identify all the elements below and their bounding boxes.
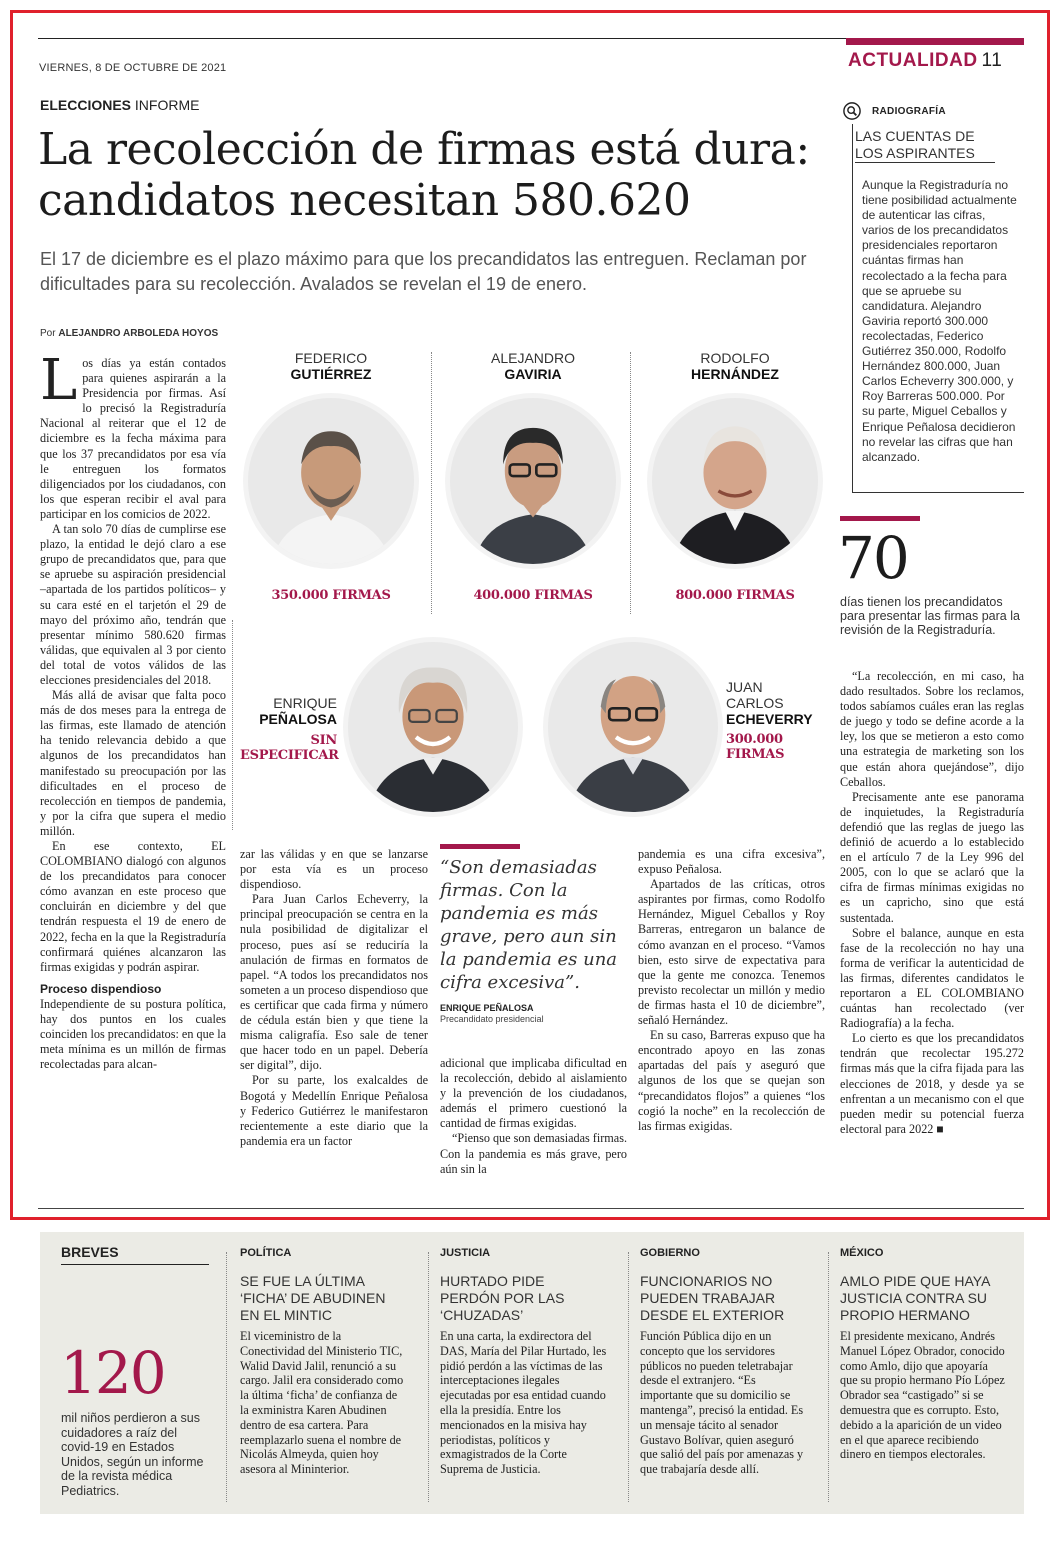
- firmas-count-echeverry: 300.000 FIRMAS: [726, 732, 785, 762]
- stat-number: 70: [838, 524, 908, 592]
- section-header: [848, 50, 1002, 72]
- article-column-5: [840, 669, 1024, 1137]
- paragraph: Independiente de su postura política, hay dos puntos en los cuales coinciden los precandidatos: en que la meta mínima es un millón de firmas recolectadas para alcan-: [40, 996, 226, 1072]
- paragraph: Sobre el balance, aunque en esta fase de la recolección no hay una forma de verificar la autenticidad de las firmas, diferentes candidatos le reportaron a EL COLOMBIANO cuántas han recolectado (ver Radiografía) a la fecha.: [840, 925, 1024, 1031]
- column-divider: [232, 620, 233, 830]
- candidate-name-penalosa: ENRIQUE PEÑALOSA: [259, 695, 337, 727]
- candidate-photo-hernandez: [652, 398, 818, 564]
- article-column-4: [638, 847, 825, 1134]
- radiografia-subtitle-rule: [855, 162, 995, 163]
- portrait-icon: [348, 642, 518, 812]
- breve-title: AMLO PIDE QUE HAYA JUSTICIA CONTRA SU PROPIO HERMANO: [840, 1273, 990, 1323]
- paragraph-lead: Los días ya están contados para quienes aspirarán a la Presidencia por firmas. Así lo precisó la Registraduría Nacional al reiterar que el 12 de diciembre es la fecha máxima para que los 37 precandidatos por esa vía le entreguen los formatos diligenciados por los ciudadanos, con los que esperan recibir el aval para participar en los comicios de 2022.: [40, 348, 226, 521]
- paragraph: adicional que implicaba dificultad en la recolección, debido al aislamiento y la prevención de los ciudadanos, además el primero cuestionó la cantidad de firmas exigidas.: [440, 1056, 627, 1131]
- article-headline: La recolección de firmas está dura: candidatos necesitan 580.620: [38, 124, 810, 226]
- pull-quote: “Son demasiadas firmas. Con la pandemia es más grave, pero aun sin la pandemia es una cifra excesiva”.: [440, 857, 618, 993]
- radiografia-text: Aunque la Registraduría no tiene posibilidad actualmente de autenticar las cifras, varios de los precandidatos presidenciales reportaron cuántas firmas han recolectado a la fecha para que se apruebe su candidatura. Alejandro Gaviria reportó 300.000 recolectadas, Federico Gutiérrez 350.000, Rodolfo Hernández 800.000, Juan Carlos Echeverry 300.000, y Roy Barreras 500.000. Por su parte, Miguel Ceballos y Enrique Peñalosa decidieron no revelar las cifras que han alcanzado.: [862, 178, 1017, 464]
- firmas-count-gutierrez: 350.000 FIRMAS: [271, 588, 391, 603]
- drop-cap: L: [40, 348, 78, 413]
- firmas-count-penalosa: SIN ESPECIFICAR: [240, 733, 339, 763]
- article-deck: El 17 de diciembre es el plazo máximo para que los precandidatos las entreguen. Reclaman por dificultades para su recolección. Avalados se revelan el 19 de enero.: [40, 249, 807, 294]
- breve-text: Función Pública dijo en un concepto que los servidores públicos no pueden teletrabajar desde el extranjero. “Es importante que su domicilio se mantenga”, precisó la entidad. Es un mensaje tácito al senador Gustavo Bolívar, quien aseguró que salió del país por amenazas y que trabajaría desde allí.: [640, 1329, 804, 1477]
- article-column-3: [440, 1056, 627, 1177]
- breve-category: GOBIERNO: [640, 1247, 700, 1259]
- breve-category: JUSTICIA: [440, 1247, 491, 1259]
- radiografia-label: RADIOGRAFÍA: [872, 106, 946, 117]
- candidate-photo-echeverry: [548, 642, 718, 812]
- kicker-rest: INFORME: [134, 97, 200, 113]
- byline: [40, 328, 218, 339]
- portrait-icon: [450, 398, 616, 564]
- portrait-icon: [652, 398, 818, 564]
- paragraph: A tan solo 70 días de cumplirse ese plazo, la entidad le dejó claro a ese grupo de precandidatos que, para que se apruebe su aspiración presidencial –apartada de los partidos políticos– y su cara esté en el tarjetón el 29 de mayo del próximo año, tendrán que presentar mínimo 580.620 firmas válidas, que equivalen al 3 por ciento del total de votos válidos de las elecciones presidenciales del 2018.: [40, 522, 226, 687]
- byline-prefix: Por: [40, 328, 56, 339]
- candidate-photo-gutierrez: [248, 398, 414, 564]
- subhead: Proceso dispendioso: [40, 981, 162, 996]
- breves-divider: [428, 1252, 429, 1502]
- article-column-2: [240, 847, 428, 1149]
- issue-date: VIERNES, 8 DE OCTUBRE DE 2021: [39, 62, 227, 74]
- breve-title: SE FUE LA ÚLTIMA ‘FICHA’ DE ABUDINEN EN EL MINTIC: [240, 1273, 386, 1323]
- quote-role: Precandidato presidencial: [440, 1014, 544, 1024]
- stat-text: días tienen los precandidatos para presentar las firmas para la revisión de la Registraduría.: [840, 595, 1020, 637]
- paragraph: Más allá de avisar que falta poco más de dos meses para la entrega de las firmas, este llamado de atención ha tenido relevancia debido a que algunos de los precandidatos han manifestado su preocupación por las dificultades en el proceso de recolección en tiempos de pandemia, y por la cifra que supera el medio millón.: [40, 688, 226, 838]
- candidate-name-gutierrez: FEDERICO GUTIÉRREZ: [290, 350, 372, 382]
- breve-text: El presidente mexicano, Andrés Manuel López Obrador, conocido como Amlo, dijo que apoyaría que su propio hermano Pío López Obrador sea “castigado” si se demuestra que es corrupto. Esto, debido a la aparición de un video en el que aparece recibiendo dinero en tiempos electorales.: [840, 1329, 1005, 1462]
- byline-author: ALEJANDRO ARBOLEDA HOYOS: [58, 328, 219, 339]
- breve-title: FUNCIONARIOS NO PUEDEN TRABAJAR DESDE EL EXTERIOR: [640, 1273, 785, 1323]
- candidate-photo-gaviria: [450, 398, 616, 564]
- kicker-bold: ELECCIONES: [40, 97, 132, 113]
- bottom-rule: [38, 1208, 1024, 1209]
- candidate-name-gaviria: ALEJANDRO GAVIRIA: [490, 350, 576, 382]
- breves-title-rule: [61, 1264, 209, 1265]
- paragraph: Apartados de las críticas, otros aspirantes por firmas, como Rodolfo Hernández, Miguel Ceballos y Roy Barreras, entregaron un balance de cómo avanzan en el proceso. “Vamos bien, esto sirve de expectativa para que la gente me conozca. Tenemos previsto recolectar un millón y medio de firmas hasta el 10 de diciembre”, señaló Hernández.: [638, 877, 825, 1028]
- breves-divider: [226, 1252, 227, 1502]
- breves-divider: [628, 1252, 629, 1502]
- breve-title: HURTADO PIDE PERDÓN POR LAS ‘CHUZADAS’: [440, 1273, 565, 1323]
- paragraph: En su caso, Barreras expuso que ha encontrado apoyo en las zonas apartadas del país y aseguró que algunos de los que se quejan son “precandidatos flojos” a quienes “los cogió la noche” en la recolección de las firmas exigidas.: [638, 1028, 825, 1133]
- page-number: 11: [981, 50, 1003, 71]
- firmas-count-gaviria: 400.000 FIRMAS: [473, 588, 593, 603]
- magnifier-icon: [843, 102, 861, 120]
- candidate-name-hernandez: RODOLFO HERNÁNDEZ: [691, 350, 779, 382]
- section-accent-bar: [846, 38, 1024, 45]
- article-kicker: [40, 97, 199, 113]
- breves-title: BREVES: [61, 1244, 119, 1260]
- breve-item-mexico: [840, 1247, 1008, 1462]
- breve-item-gobierno: [640, 1247, 808, 1477]
- paragraph: “La recolección, en mi caso, ha dado resultados. Sobre los reclamos, todos sabíamos cuáles eran las reglas de juego y todo se define acorde a la ley, los que se metieron a esto como una estrategia de marketing son los que están ahora quejándose”, dijo Ceballos.: [840, 669, 1024, 789]
- quote-accent-bar: [440, 844, 520, 849]
- breve-category: POLÍTICA: [240, 1247, 292, 1259]
- paragraph: pandemia es una cifra excesiva”, expuso Peñalosa.: [638, 847, 825, 877]
- portrait-icon: [548, 642, 718, 812]
- breves-stat-number: 120: [60, 1339, 165, 1407]
- paragraph: zar las válidas y en que se lanzarse por esta vía es un proceso dispendioso.: [240, 847, 428, 892]
- paragraph: Para Juan Carlos Echeverry, la principal preocupación se centra en la nula posibilidad de digitalizar el proceso, pues así se reduciría la anulación de firmas en formatos de papel. “A todos los precandidatos nos someten a un proceso dispendioso que es certificar que cada firma y número de cédula están bien y que tiene la misma caligrafía. Eso sale de tener que hacer todo en un papel. Debería ser digital”, dijo.: [240, 892, 428, 1073]
- paragraph: Por su parte, los exalcaldes de Bogotá y Medellín Enrique Peñalosa y Federico Gutiérrez le manifestaron recientemente a este diario que la pandemia era un factor: [240, 1073, 428, 1148]
- breve-text: El viceministro de la Conectividad del Ministerio TIC, Walid David Jalil, renunció a su cargo. Jalil era considerado como la última ‘ficha’ de confianza de la exministra Karen Abudinen dentro de esa cartera. Para reemplazarlo suena el nombre de Nicolás Almeyda, quien hoy asesora al Mininterior.: [240, 1329, 404, 1477]
- stat-accent-bar: [840, 516, 920, 521]
- section-name: ACTUALIDAD: [848, 50, 978, 71]
- candidate-name-echeverry: JUAN CARLOS ECHEVERRY: [726, 679, 813, 727]
- paragraph: “Pienso que son demasiadas firmas. Con la pandemia es más grave, pero aún sin la: [440, 1131, 627, 1176]
- breves-stat-text: mil niños perdieron a sus cuidadores a raíz del covid-19 en Estados Unidos, según un informe de la revista médica Pediatrics.: [61, 1411, 204, 1498]
- breve-category: MÉXICO: [840, 1247, 884, 1259]
- paragraph: Lo cierto es que los precandidatos tendrán que recolectar 195.272 firmas más que la cifra fijada para las elecciones de 2018, y desde ya se enfrentan a un mecanismo con el que pueden medir su potencial fuerza electoral para 2022 ■: [840, 1031, 1024, 1136]
- portrait-icon: [248, 398, 414, 564]
- article-column-1: [40, 348, 226, 1072]
- radiografia-subtitle: LAS CUENTAS DE LOS ASPIRANTES: [855, 128, 975, 161]
- breve-item-justicia: [440, 1247, 608, 1477]
- quote-author: ENRIQUE PEÑALOSA: [440, 1003, 534, 1013]
- breve-text: En una carta, la exdirectora del DAS, María del Pilar Hurtado, les pidió perdón a las víctimas de las interceptaciones ilegales ejecutadas por esa entidad cuando ella la presidía. Entre los mencionados en la misiva hay periodistas, políticos y exmagistrados de la Corte Suprema de Justicia.: [440, 1329, 607, 1477]
- breves-divider: [828, 1252, 829, 1502]
- paragraph: Precisamente ante ese panorama de inquietudes, la Registraduría defendió que las reglas de juego las definió de acuerdo a lo establecido en el artículo 7 de la Ley 996 del 2005, con lo que se aclaró que la cifra de firmas mínimas exigidas no es un capricho, sino que está sustentada.: [840, 789, 1024, 925]
- column-divider: [431, 352, 432, 614]
- candidate-photo-penalosa: [348, 642, 518, 812]
- firmas-count-hernandez: 800.000 FIRMAS: [675, 588, 795, 603]
- column-divider: [630, 352, 631, 614]
- paragraph: En ese contexto, EL COLOMBIANO dialogó con algunos de los precandidatos para conocer cómo avanzan en este proceso que concluirán en diciembre y del que tendrán respuesta el 19 de enero de 2022, fecha en la que la Registraduría confirmará quiénes alcanzaron las firmas exigidas y podrán aspirar.: [40, 839, 226, 974]
- breve-item-politica: [240, 1247, 408, 1477]
